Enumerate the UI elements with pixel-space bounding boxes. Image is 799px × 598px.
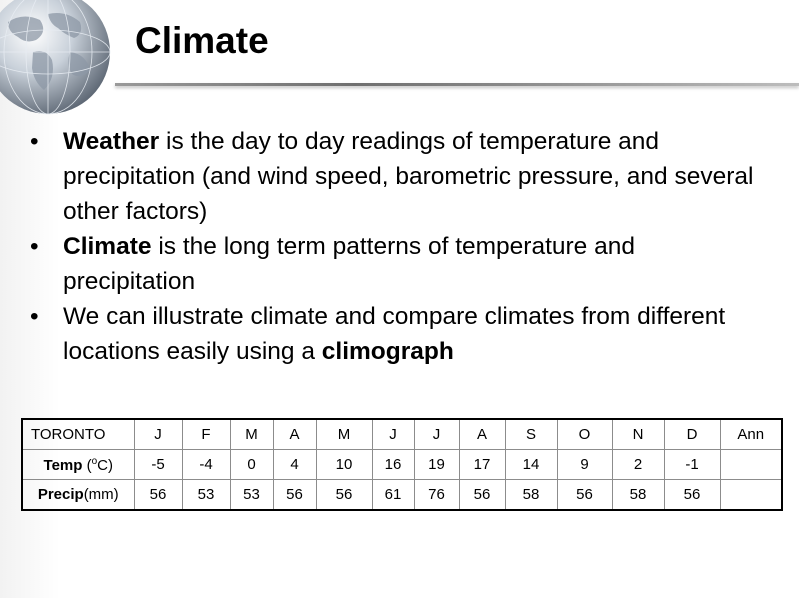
table-corner-cell: TORONTO	[22, 419, 134, 450]
temp-cell: 9	[557, 450, 612, 480]
temp-label-cell	[22, 450, 134, 480]
precip-cell: 58	[612, 480, 664, 511]
precip-label-cell	[22, 480, 134, 511]
precip-cell: 53	[230, 480, 273, 511]
temp-cell: 10	[316, 450, 372, 480]
temp-unit-close: C)	[97, 456, 113, 474]
temp-cell: 2	[612, 450, 664, 480]
temp-unit-open: (	[86, 456, 92, 474]
temp-cell: 16	[372, 450, 414, 480]
temp-cell: 19	[414, 450, 459, 480]
temp-cell	[720, 450, 782, 480]
precip-cell: 56	[459, 480, 505, 511]
temp-cell: 14	[505, 450, 557, 480]
table-row-temp	[22, 450, 782, 480]
climate-definition: is the long term patterns of temperature and precipitation	[63, 233, 635, 295]
precip-cell: 56	[664, 480, 720, 511]
bullet-icon: •	[30, 233, 39, 260]
precip-cell	[720, 480, 782, 511]
month-header-cell: J	[372, 419, 414, 450]
month-header-cell: Ann	[720, 419, 782, 450]
precip-cell: 76	[414, 480, 459, 511]
precip-cell: 56	[316, 480, 372, 511]
term-climate: Climate	[63, 233, 152, 260]
bullet-climograph	[30, 299, 770, 369]
climograph-text: We can illustrate climate and compare climates from different locations easily using a	[63, 303, 726, 365]
temp-cell: -4	[182, 450, 230, 480]
precip-cell: 61	[372, 480, 414, 511]
month-header-cell: M	[316, 419, 372, 450]
title-underline	[115, 83, 799, 86]
precip-unit: (mm)	[83, 486, 119, 503]
precip-cell: 56	[557, 480, 612, 511]
month-header-cell: J	[134, 419, 182, 450]
month-header-cell: D	[664, 419, 720, 450]
month-header-cell: N	[612, 419, 664, 450]
term-climograph: climograph	[321, 338, 454, 365]
weather-definition: is the day to day readings of temperature and precipitation (and wind speed, barometric pressure, and several other factors)	[63, 128, 754, 225]
globe-logo	[0, 0, 118, 122]
temp-label: Temp	[43, 456, 87, 474]
table-row-precip	[22, 480, 782, 511]
precip-cell: 53	[182, 480, 230, 511]
month-header-cell: F	[182, 419, 230, 450]
table-header-row	[22, 419, 782, 450]
bullet-weather	[30, 124, 770, 229]
month-header-cell: A	[459, 419, 505, 450]
term-weather: Weather	[63, 128, 160, 155]
precip-cell: 56	[134, 480, 182, 511]
month-header-cell: M	[230, 419, 273, 450]
temp-cell: -5	[134, 450, 182, 480]
temp-cell: 4	[273, 450, 316, 480]
month-header-cell: A	[273, 419, 316, 450]
precip-label: Precip	[37, 486, 84, 503]
bullet-list	[30, 124, 770, 369]
temp-cell: 17	[459, 450, 505, 480]
month-header-cell: O	[557, 419, 612, 450]
temp-cell: 0	[230, 450, 273, 480]
bullet-icon: •	[30, 128, 39, 155]
temp-cell: -1	[664, 450, 720, 480]
climate-table	[21, 418, 783, 511]
bullet-climate	[30, 229, 770, 299]
precip-cell: 58	[505, 480, 557, 511]
month-header-cell: S	[505, 419, 557, 450]
bullet-icon: •	[30, 303, 39, 330]
slide-title: Climate	[135, 20, 269, 61]
precip-cell: 56	[273, 480, 316, 511]
temp-unit-degree: o	[91, 455, 98, 467]
month-header-cell: J	[414, 419, 459, 450]
